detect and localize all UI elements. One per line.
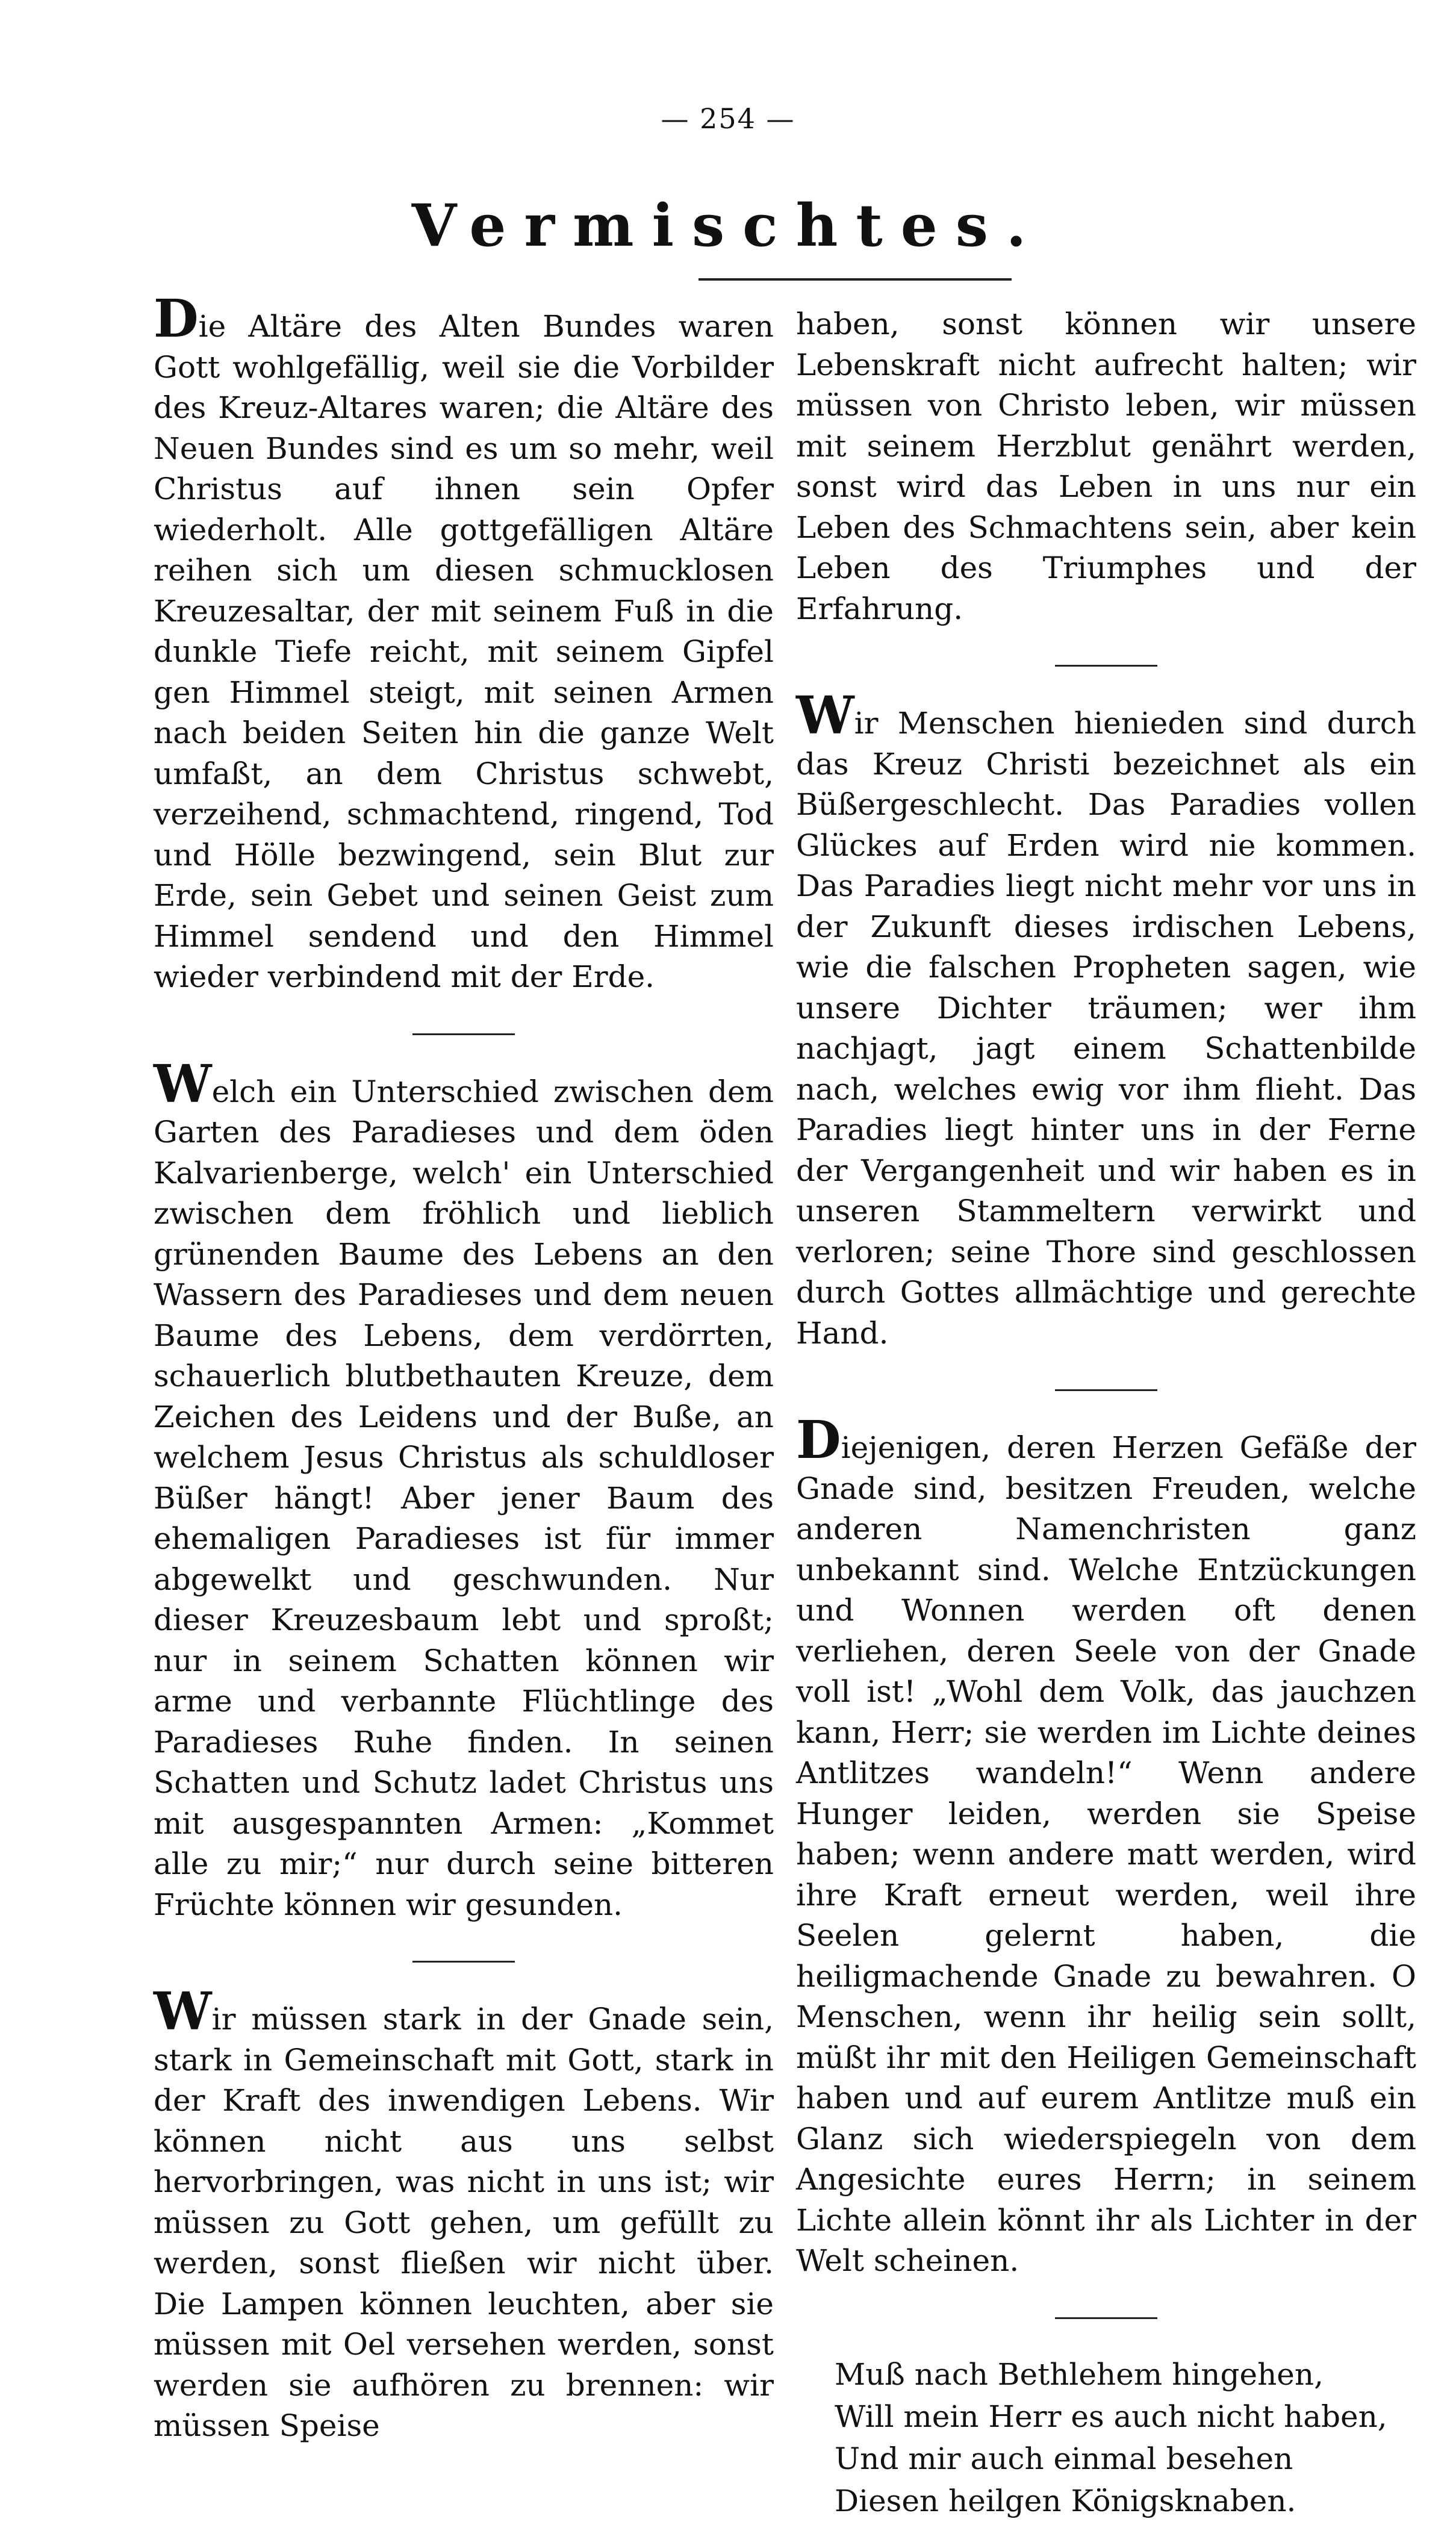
- poem: [796, 2353, 1416, 2522]
- section-divider: [412, 1961, 515, 1963]
- paragraph-text: ir müssen stark in der Gnade sein, stark in Gemeinschaft mit Gott, stark in der Kraft des inwendigen Lebens. Wir können nicht aus uns selbst hervorbringen, was nicht in uns ist; wir müssen zu Gott gehen, um gefüllt zu werden, sonst fließen wir nicht über. Die Lampen können leuchten, aber sie müssen mit Oel versehen werden, sonst werden sie aufhören zu brennen: wir müssen Speise: [154, 2002, 774, 2443]
- paragraph-text: haben, sonst können wir unsere Lebenskraft nicht aufrecht halten; wir müssen von Christo leben, wir müssen mit seinem Herzblut genährt werden, sonst wird das Leben in uns nur ein Leben des Schmachtens sein, aber kein Leben des Triumphes und der Erfahrung.: [796, 307, 1416, 626]
- paragraph-text: ir Menschen hienieden sind durch das Kreuz Christi bezeichnet als ein Büßergeschlecht. Das Paradies vollen Glückes auf Erden wird nie kommen. Das Paradies liegt nicht mehr vor uns in der Zukunft dieses irdischen Lebens, wie die falschen Propheten sagen, wie unsere Dichter träumen; wer ihm nachjagt, jagt einem Schattenbilde nach, welches ewig vor ihm flieht. Das Paradies liegt hinter uns in der Ferne der Vergangenheit und wir haben es in unseren Stammeltern verwirkt und verloren; seine Thore sind geschlossen durch Gottes allmächtige und gerechte Hand.: [796, 706, 1416, 1351]
- title-rule: [698, 278, 1012, 281]
- section-divider: [1055, 1389, 1157, 1391]
- right-column: [796, 304, 1416, 2522]
- paragraph-unterschied: [154, 1053, 774, 1926]
- paragraph-text: elch ein Unterschied zwischen dem Garten des Paradieses und dem öden Kalvarienberge, welch' ein Unterschied zwischen dem fröhlich und lieblich grünenden Baume des Lebens an den Wassern des Paradieses und dem neuen Baume des Lebens, dem verdörrten, schauerlich blutbethauten Kreuze, dem Zeichen des Leidens und der Buße, an welchem Jesus Christus als schuldloser Büßer hängt! Aber jener Baum des ehemaligen Paradieses ist für immer abgewelkt und geschwunden. Nur dieser Kreuzesbaum lebt und sproßt; nur in seinem Schatten können wir arme und verbannte Flüchtlinge des Paradieses Ruhe finden. In seinen Schatten und Schutz ladet Christus uns mit ausgespannten Armen: „Kommet alle zu mir;“ nur durch seine bitteren Früchte können wir gesunden.: [154, 1074, 774, 1922]
- drop-cap: W: [154, 1053, 212, 1115]
- drop-cap: W: [796, 685, 854, 746]
- poem-line: Muß nach Bethlehem hingehen,: [835, 2356, 1324, 2392]
- left-column: [154, 288, 774, 2447]
- page-number: — 254 —: [661, 102, 795, 135]
- paragraph-text: iejenigen, deren Herzen Gefäße der Gnade sind, besitzen Freuden, welche anderen Namenchristen ganz unbekannt sind. Welche Entzückungen und Wonnen werden oft denen verliehen, deren Seele von der Gnade voll ist! „Wohl dem Volk, das jauchzen kann, Herr; sie werden im Lichte deines Antlitzes wandeln!“ Wenn andere Hunger leiden, werden sie Speise haben; wenn andere matt werden, wird ihre Kraft erneut werden, weil ihre Seelen gelernt haben, die heiligmachende Gnade zu bewahren. O Menschen, wenn ihr heilig sein sollt, müßt ihr mit den Heiligen Gemeinschaft haben und auf eurem Antlitze muß ein Glanz sich wiederspiegeln von dem Angesichte eures Herrn; in seinem Lichte allein könnt ihr als Lichter in der Welt scheinen.: [796, 1430, 1416, 2278]
- section-divider: [1055, 665, 1157, 667]
- page-title: Vermischtes.: [411, 191, 1045, 260]
- poem-line: Diesen heilgen Königsknaben.: [835, 2483, 1296, 2518]
- drop-cap: D: [796, 1410, 841, 1471]
- poem-line: Will mein Herr es auch nicht haben,: [835, 2399, 1387, 2434]
- paragraph-altaere: [154, 288, 774, 998]
- paragraph-gefaesse-der-gnade: [796, 1410, 1416, 2282]
- poem-line: Und mir auch einmal besehen: [835, 2441, 1293, 2476]
- paragraph-bussergeschlecht: [796, 685, 1416, 1354]
- drop-cap: D: [154, 288, 199, 349]
- section-divider: [1055, 2317, 1157, 2319]
- paragraph-continuation: [796, 304, 1416, 629]
- paragraph-text: ie Altäre des Alten Bundes waren Gott wohlgefällig, weil sie die Vorbilder des Kreuz-Altares waren; die Altäre des Neuen Bundes sind es um so mehr, weil Christus auf ihnen sein Opfer wiederholt. Alle gottgefälligen Altäre reihen sich um diesen schmucklosen Kreuzesaltar, der mit seinem Fuß in die dunkle Tiefe reicht, mit seinem Gipfel gen Himmel steigt, mit seinen Armen nach beiden Seiten hin die ganze Welt umfaßt, an dem Christus schwebt, verzeihend, schmachtend, ringend, Tod und Hölle bezwingend, sein Blut zur Erde, sein Gebet und seinen Geist zum Himmel sendend und den Himmel wieder verbindend mit der Erde.: [154, 309, 774, 994]
- paragraph-gnade: [154, 1981, 774, 2447]
- drop-cap: W: [154, 1981, 212, 2042]
- section-divider: [412, 1033, 515, 1035]
